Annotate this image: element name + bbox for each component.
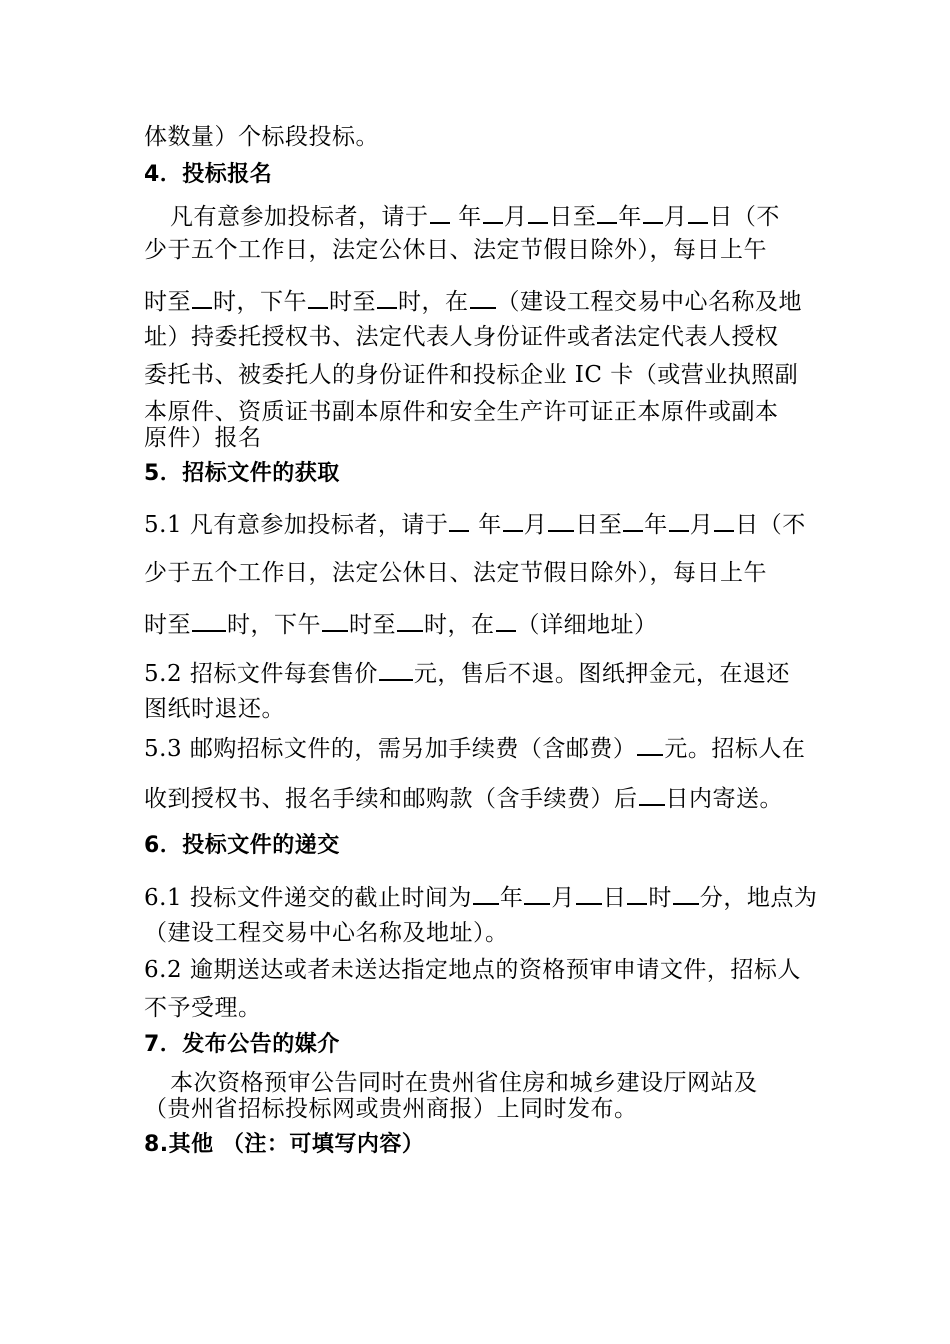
blank-underline — [643, 200, 663, 224]
section-heading-4: 4．投标报名 — [144, 162, 273, 187]
paragraph-line: 址）持委托授权书、法定代表人身份证件或者法定代表人授权 — [144, 324, 779, 350]
blank-underline — [669, 508, 689, 532]
blank-underline — [430, 200, 450, 224]
paragraph-line: 体数量）个标段投标。 — [144, 124, 379, 150]
paragraph-line: 原件）报名 — [144, 425, 262, 451]
paragraph-line: 收到授权书、报名手续和邮购款（含手续费）后 日内寄送。 — [144, 782, 783, 814]
blank-underline — [377, 285, 397, 309]
paragraph-line: 不予受理。 — [144, 995, 262, 1021]
blank-underline — [192, 285, 212, 309]
blank-underline — [597, 200, 617, 224]
blank-underline — [473, 881, 499, 905]
blank-underline — [496, 608, 516, 632]
paragraph-line: 凡有意参加投标者，请于 年 月 日至 年 月 日（不 — [170, 200, 780, 232]
paragraph-line: 6.2 逾期送达或者未送达指定地点的资格预审申请文件，招标人 — [144, 957, 801, 983]
blank-underline — [639, 782, 665, 806]
paragraph-line: 5.3 邮购招标文件的，需另加手续费（含邮费） 元。招标人在 — [144, 732, 805, 764]
paragraph-line: 少于五个工作日，法定公休日、法定节假日除外），每日上午 — [144, 237, 767, 263]
paragraph-line: 5.2 招标文件每套售价 元，售后不退。图纸押金元，在退还 — [144, 657, 790, 689]
blank-underline — [397, 608, 423, 632]
blank-underline — [449, 508, 469, 532]
blank-underline — [192, 608, 226, 632]
section-heading-8: 8.其他 （注：可填写内容） — [144, 1132, 425, 1157]
blank-underline — [637, 732, 663, 756]
blank-underline — [714, 508, 734, 532]
paragraph-line: 本原件、资质证书副本原件和安全生产许可证正本原件或副本 — [144, 399, 779, 425]
blank-underline — [627, 881, 647, 905]
paragraph-line: 时至 时，下午 时至 时，在 （详细地址） — [144, 608, 658, 640]
paragraph-line: 6.1 投标文件递交的截止时间为 年 月 日 时 分，地点为 — [144, 881, 817, 913]
blank-underline — [322, 608, 348, 632]
paragraph-line: 委托书、被委托人的身份证件和投标企业 IC 卡（或营业执照副 — [144, 362, 799, 388]
blank-underline — [623, 508, 643, 532]
paragraph-line: 时至 时，下午 时至 时，在 （建设工程交易中心名称及地 — [144, 285, 802, 317]
paragraph-line: 本次资格预审公告同时在贵州省住房和城乡建设厅网站及 — [170, 1070, 758, 1096]
blank-underline — [673, 881, 699, 905]
blank-underline — [483, 200, 503, 224]
blank-underline — [503, 508, 523, 532]
paragraph-line: （贵州省招标投标网或贵州商报）上同时发布。 — [144, 1096, 638, 1122]
blank-underline — [470, 285, 496, 309]
section-heading-5: 5．招标文件的获取 — [144, 461, 340, 486]
paragraph-line: 少于五个工作日，法定公休日、法定节假日除外），每日上午 — [144, 560, 767, 586]
section-heading-6: 6．投标文件的递交 — [144, 833, 340, 858]
blank-underline — [548, 508, 574, 532]
blank-underline — [379, 657, 413, 681]
blank-underline — [576, 881, 602, 905]
paragraph-line: （建设工程交易中心名称及地址）。 — [144, 920, 509, 946]
paragraph-line: 图纸时退还。 — [144, 696, 285, 722]
blank-underline — [308, 285, 328, 309]
blank-underline — [528, 200, 548, 224]
paragraph-line: 5.1 凡有意参加投标者，请于 年 月 日至 年 月 日（不 — [144, 508, 806, 540]
blank-underline — [688, 200, 708, 224]
blank-underline — [524, 881, 550, 905]
section-heading-7: 7．发布公告的媒介 — [144, 1032, 340, 1057]
